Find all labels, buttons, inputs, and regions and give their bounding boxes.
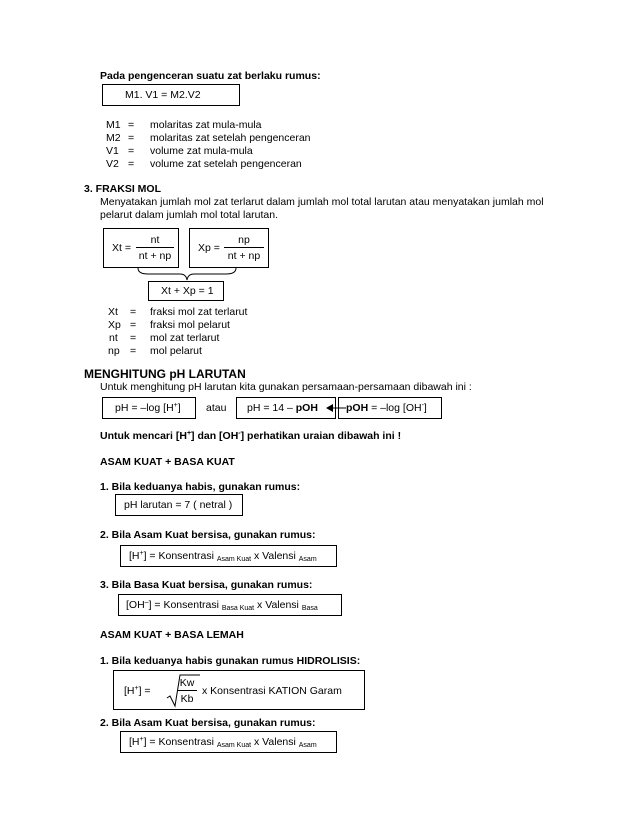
case-bl-2-box	[120, 731, 337, 753]
def-eq: =	[128, 145, 135, 157]
def-desc: mol pelarut	[150, 345, 202, 357]
case-sk-1: 1. Bila keduanya habis, gunakan rumus:	[100, 481, 301, 493]
case-bl-1: 1. Bila keduanya habis gunakan rumus HIDROLISIS:	[100, 655, 361, 667]
brace-icon	[136, 267, 238, 281]
def-desc: volume zat setelah pengenceran	[150, 158, 302, 170]
def-sym-m2: M2	[106, 132, 121, 144]
case-sk-1-formula: pH larutan = 7 ( netral )	[124, 499, 233, 511]
xt-denominator: nt + np	[138, 250, 172, 262]
xp-numerator: np	[224, 234, 264, 248]
def-desc: molaritas zat setelah pengenceran	[150, 132, 311, 144]
def-sym-m1: M1	[106, 119, 121, 131]
case-sk-2-formula: [H+] = Konsentrasi $_{Asam Kuat}$ x Valensi $_{Asam}$	[129, 550, 317, 563]
case-sk-2-box	[120, 545, 337, 567]
ph-formula-box	[102, 397, 196, 419]
def-eq: =	[130, 345, 137, 357]
case-sk-3-box	[118, 594, 342, 616]
case-sk-3: 3. Bila Basa Kuat bersisa, gunakan rumus:	[100, 579, 313, 591]
poh-formula-box	[338, 397, 442, 419]
def-sym-v1: V1	[106, 145, 119, 157]
fraksi-mol-paragraph-line1: Menyatakan jumlah mol zat terlarut dalam jumlah mol total larutan atau menyatakan jumlah mol	[100, 196, 544, 208]
def-sym-v2: V2	[106, 158, 119, 170]
case-sk-2: 2. Bila Asam Kuat bersisa, gunakan rumus:	[100, 529, 316, 541]
atau-text: atau	[206, 402, 227, 414]
case-bl-1-lhs: [H+] =	[124, 685, 151, 697]
case-bl-1-box	[113, 670, 365, 710]
ph-formula: pH = –log [H+]	[115, 402, 181, 414]
case-sk-1-box	[115, 494, 243, 516]
case-bl-1-denominator: Kb	[180, 693, 194, 705]
case-bl-1-rhs: x Konsentrasi KATION Garam	[202, 685, 342, 697]
ph-poh-formula: pH = 14 – pOH	[247, 402, 318, 414]
xp-formula-box	[189, 228, 269, 268]
def-eq: =	[128, 132, 135, 144]
sum-formula: Xt + Xp = 1	[161, 285, 214, 297]
ph-note: Untuk mencari [H+] dan [OH-] perhatikan uraian dibawah ini !	[100, 430, 402, 442]
def-eq: =	[130, 332, 137, 344]
def-eq: =	[130, 319, 137, 331]
subheading-asam-kuat-basa-kuat: ASAM KUAT + BASA KUAT	[100, 456, 235, 468]
def-desc: fraksi mol pelarut	[150, 319, 230, 331]
xp-denominator: nt + np	[227, 250, 261, 262]
def-eq: =	[128, 119, 135, 131]
xt-lhs: Xt =	[112, 242, 131, 254]
def-desc: volume zat mula-mula	[150, 145, 253, 157]
def-eq: =	[128, 158, 135, 170]
xt-numerator: nt	[136, 234, 174, 248]
def-sym-xt: Xt	[108, 306, 118, 318]
def-sym-xp: Xp	[108, 319, 121, 331]
xt-formula-box	[103, 228, 179, 268]
def-sym-np: np	[108, 345, 120, 357]
def-sym-nt: nt	[109, 332, 118, 344]
ph-poh-formula-box	[236, 397, 336, 419]
dilution-formula-box	[102, 84, 240, 106]
poh-formula: pOH = –log [OH-]	[346, 402, 427, 414]
xp-lhs: Xp =	[198, 242, 220, 254]
def-desc: fraksi mol zat terlarut	[150, 306, 248, 318]
def-eq: =	[130, 306, 137, 318]
fraksi-mol-paragraph-line2: pelarut dalam jumlah mol total larutan.	[100, 209, 279, 221]
subheading-asam-kuat-basa-lemah: ASAM KUAT + BASA LEMAH	[100, 629, 244, 641]
case-bl-1-numerator: Kw	[177, 677, 197, 691]
section-heading-fraksi-mol: 3. FRAKSI MOL	[84, 183, 162, 195]
def-desc: mol zat terlarut	[150, 332, 220, 344]
case-sk-3-formula: [OH–] = Konsentrasi $_{Basa Kuat}$ x Valensi $_{Basa}$	[126, 599, 318, 612]
dilution-formula: M1. V1 = M2.V2	[125, 89, 201, 101]
dilution-intro: Pada pengenceran suatu zat berlaku rumus:	[100, 70, 321, 82]
sum-formula-box	[148, 281, 224, 301]
case-bl-2: 2. Bila Asam Kuat bersisa, gunakan rumus:	[100, 717, 316, 729]
section-heading-ph: MENGHITUNG pH LARUTAN	[84, 367, 246, 381]
case-bl-2-formula: [H+] = Konsentrasi $_{Asam Kuat}$ x Valensi $_{Asam}$	[129, 736, 317, 749]
def-desc: molaritas zat mula-mula	[150, 119, 262, 131]
ph-intro: Untuk menghitung pH larutan kita gunakan persamaan-persamaan dibawah ini :	[100, 381, 472, 393]
